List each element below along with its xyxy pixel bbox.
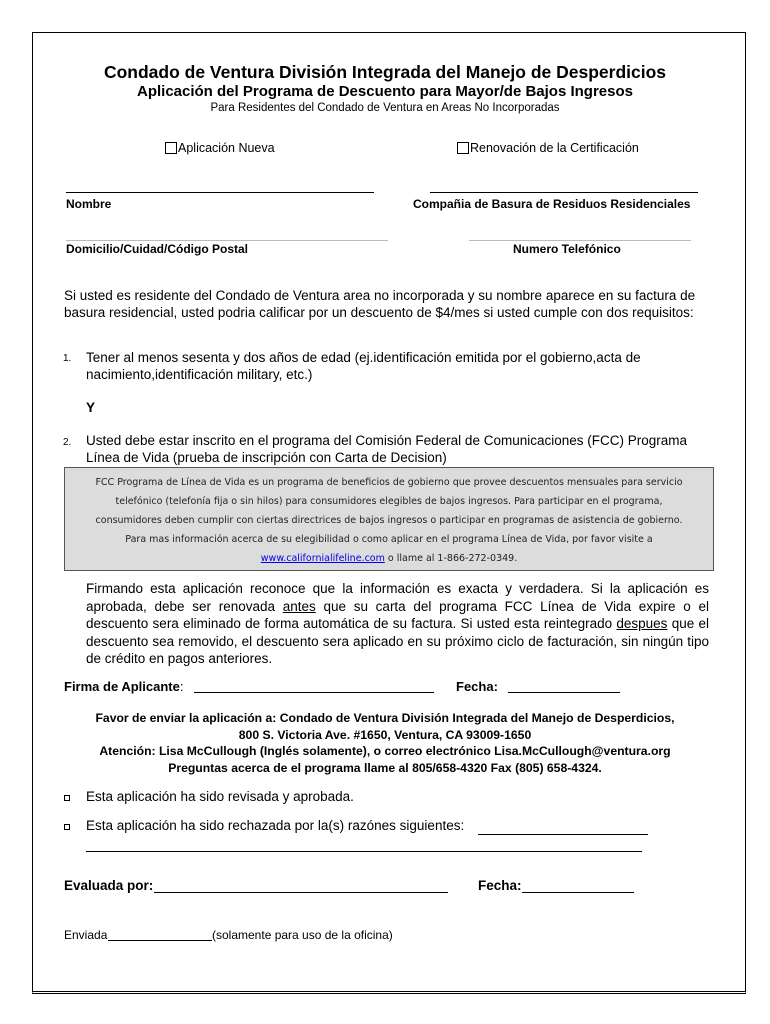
submit-line-2: 800 S. Victoria Ave. #1650, Ventura, CA 93009-1650 bbox=[238, 727, 532, 742]
renewal-option[interactable] bbox=[457, 141, 639, 155]
agreement-paragraph bbox=[86, 580, 709, 668]
sent-field[interactable] bbox=[108, 940, 212, 941]
company-field[interactable] bbox=[430, 192, 698, 193]
company-label: Compañia de Basura de Residuos Residenciales bbox=[413, 197, 691, 211]
signature-label: Firma de Aplicante bbox=[64, 679, 180, 694]
office-use-note: (solamente para uso de la oficina) bbox=[212, 928, 393, 942]
phone-field[interactable] bbox=[469, 240, 691, 241]
rejection-reason-field[interactable] bbox=[478, 834, 648, 835]
signature-date-label: Fecha: bbox=[456, 679, 498, 694]
info-line-4: Para mas información acerca de su elegibilidad o como aplicar en el programa Línea de Vida, por favor visite a bbox=[125, 534, 653, 545]
approved-checkbox[interactable] bbox=[64, 795, 70, 801]
page-note: Para Residentes del Condado de Ventura en Areas No Incorporadas bbox=[210, 102, 560, 114]
signature-row bbox=[64, 679, 183, 694]
new-application-option[interactable] bbox=[165, 141, 275, 155]
info-line-2: telefónico (telefonía fija o sin hilos) para consumidores elegibles de bajos ingresos. Para participar en el programa, bbox=[115, 496, 663, 507]
intro-paragraph: Si usted es residente del Condado de Ventura area no incorporada y su nombre aparece en su factura de basura residencial, usted podria calificar por un descuento de $4/mes si usted cumple con dos requisitos: bbox=[64, 288, 696, 320]
evaluated-by-field[interactable] bbox=[154, 892, 448, 893]
info-phone: o llame al 1-866-272-0349. bbox=[384, 553, 518, 564]
and-connector: Y bbox=[86, 400, 96, 415]
submit-line-3: Atención: Lisa McCullough (Inglés solamente), o correo electrónico Lisa.McCullough@ventura.org bbox=[99, 744, 671, 758]
submission-instructions bbox=[0, 710, 770, 776]
requirement-2-line-1: Usted debe estar inscrito en el programa del Comisión Federal de Comunicaciones (FCC) Programa bbox=[86, 433, 688, 448]
new-application-label: Aplicación Nueva bbox=[178, 141, 275, 155]
requirement-1-line-1: Tener al menos sesenta y dos años de edad (ej.identificación emitida por el gobierno,acta de bbox=[86, 350, 641, 365]
new-application-checkbox[interactable] bbox=[165, 142, 177, 154]
submit-line-4: Preguntas acerca de el programa llame al 805/658-4320 Fax (805) 658-4324. bbox=[168, 760, 602, 775]
renewal-checkbox[interactable] bbox=[457, 142, 469, 154]
agreement-text-1: Firmando esta aplicación reconoce que la información es exacta y verdadera. Si la aplicación es aprobada, debe ser renovada bbox=[86, 581, 709, 614]
requirement-2-line-2: Línea de Vida (prueba de inscripción con Carta de Decision) bbox=[86, 450, 447, 465]
rejection-reason-field-2[interactable] bbox=[86, 851, 642, 852]
agreement-text-2: que su carta del programa FCC Línea de Vida expire o el descuento sera eliminado de forma automática de su factura. Si usted esta reintegrado bbox=[86, 598, 709, 631]
lifeline-info-box bbox=[64, 467, 714, 571]
address-field[interactable] bbox=[66, 240, 388, 241]
rejected-checkbox[interactable] bbox=[64, 824, 70, 830]
name-label: Nombre bbox=[66, 197, 112, 211]
requirement-2-number: 2. bbox=[63, 437, 72, 448]
evaluation-date-label: Fecha: bbox=[478, 878, 522, 893]
agreement-antes: antes bbox=[282, 598, 316, 614]
approved-label: Esta aplicación ha sido revisada y aprobada. bbox=[86, 789, 354, 804]
info-line-1: FCC Programa de Línea de Vida es un programa de beneficios de gobierno que provee descuentos mensuales para servicio bbox=[95, 477, 683, 488]
signature-colon: : bbox=[179, 679, 184, 694]
info-line-5 bbox=[65, 549, 713, 568]
name-field[interactable] bbox=[66, 192, 374, 193]
page-title: Condado de Ventura División Integrada del Manejo de Desperdicios bbox=[103, 62, 667, 82]
agreement-text-3: que el descuento sea removido, el descuento sera aplicado en su próximo ciclo de facturación, sin ningún tipo de crédito en pagos anteriores. bbox=[86, 616, 709, 666]
info-line-3: consumidores deben cumplir con ciertas directrices de bajos ingresos o participar en programas de asistencia de gobierno. bbox=[95, 515, 683, 526]
address-label: Domicilio/Cuidad/Código Postal bbox=[66, 242, 249, 256]
rejected-label: Esta aplicación ha sido rechazada por la(s) razónes siguientes: bbox=[86, 818, 465, 833]
signature-field[interactable] bbox=[194, 692, 434, 693]
sent-label: Enviada bbox=[64, 928, 108, 942]
submit-line-1: Favor de enviar la aplicación a: Condado de Ventura División Integrada del Manejo de Desperdicios, bbox=[95, 711, 675, 725]
renewal-label: Renovación de la Certificación bbox=[470, 141, 639, 155]
evaluated-by-label: Evaluada por: bbox=[64, 878, 154, 893]
requirement-1-line-2: nacimiento,identificación military, etc.) bbox=[86, 367, 313, 382]
phone-label: Numero Telefónico bbox=[513, 242, 621, 256]
signature-date-field[interactable] bbox=[508, 692, 620, 693]
agreement-despues: despues bbox=[616, 616, 668, 631]
lifeline-link[interactable]: www.californialifeline.com bbox=[260, 553, 385, 564]
evaluation-date-field[interactable] bbox=[522, 892, 634, 893]
requirement-1-number: 1. bbox=[63, 353, 72, 364]
page-subtitle: Aplicación del Programa de Descuento para Mayor/de Bajos Ingresos bbox=[137, 83, 633, 100]
